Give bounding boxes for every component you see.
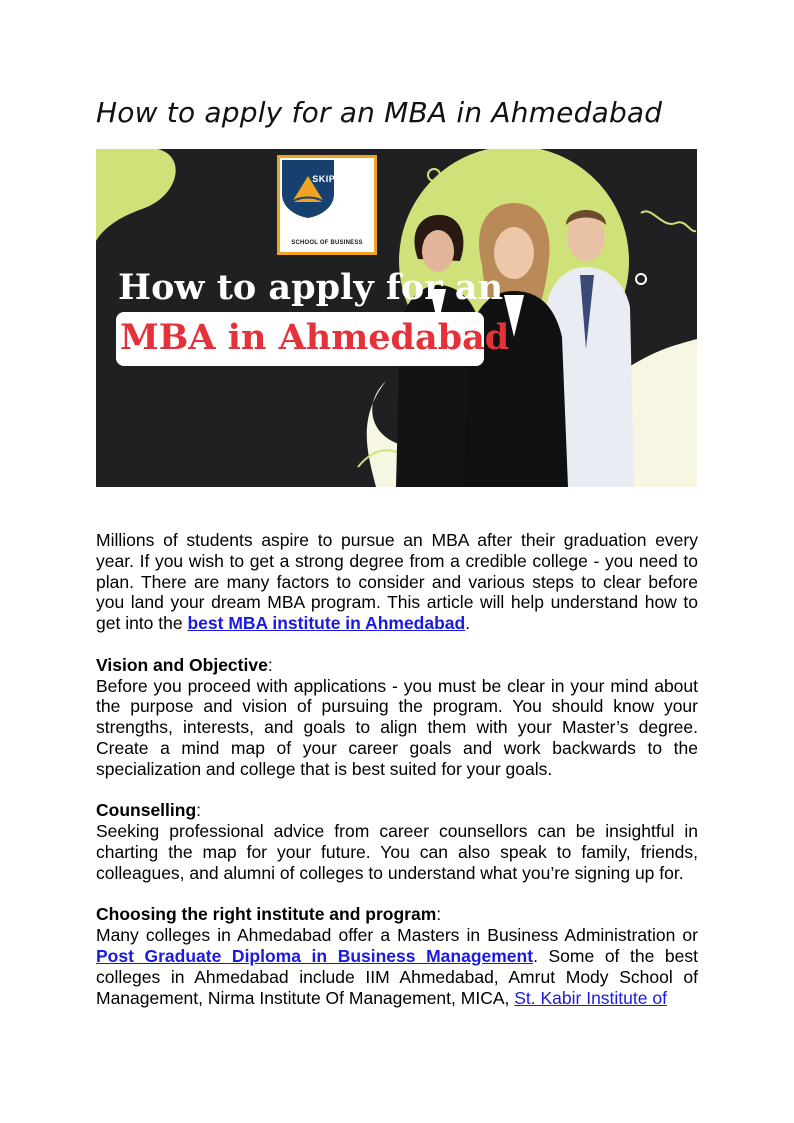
section-choosing: Choosing the right institute and program: Many colleges in Ahmedabad offer a Masters in Business Administration or Post Graduate Diploma in Business Management. Some of the best colleges in Ahmedabad include IIM Ahmedabad, Amrut Mody School of Management, Nirma Institute Of Management, MICA, St. Kabir Institute of	[96, 904, 698, 1008]
page-title: How to apply for an MBA in Ahmedabad	[96, 96, 663, 129]
intro-paragraph	[96, 530, 698, 634]
ring-right	[636, 274, 646, 284]
choosing-text-2: . Some of the best colleges in Ahmedabad include IIM Ahmedabad, Amrut Mody School of Management, Nirma Institute Of Management, MICA,	[96, 945, 698, 1008]
logo-top-text: SKIPS	[312, 174, 342, 184]
section-vision: Vision and Objective: Before you proceed with applications - you must be clear in your mind about the purpose and vision of pursuing the program. You should know your strengths, interests, and goals to align them with your Master’s degree. Create a mind map of your career goals and work backwards to the specialization and college that is best suited for your goals.	[96, 654, 698, 779]
best-mba-institute-link[interactable]: best MBA institute in Ahmedabad	[187, 613, 466, 634]
pgdbm-link[interactable]: Post Graduate Diploma in Business Management	[96, 945, 534, 966]
intro-text: Millions of students aspire to pursue an MBA after their graduation every year. If you wish to get a strong degree from a credible college - you need to plan. There are many factors to consider and various steps to clear before you land your dream MBA program. This article will help understand how to get into the	[96, 530, 698, 634]
section-body: Before you proceed with applications - you must be clear in your mind about the purpose and vision of pursuing the program. You should know your strengths, interests, and goals to align them with your Master’s degree. Create a mind map of your career goals and work backwards to the specialization and college that is best suited for your goals.	[96, 675, 698, 779]
section-heading: Choosing the right institute and program	[96, 904, 437, 925]
choosing-text-1: Many colleges in Ahmedabad offer a Masters in Business Administration or	[96, 925, 698, 946]
logo-bottom-text: SCHOOL OF BUSINESS	[291, 240, 363, 246]
section-heading: Counselling	[96, 800, 197, 821]
intro-after: .	[465, 613, 471, 634]
section-body	[96, 925, 698, 1008]
article-body	[96, 530, 698, 1029]
hero-banner	[96, 149, 697, 487]
school-logo	[277, 155, 377, 255]
green-blob-left	[96, 149, 176, 241]
section-counselling: Counselling: Seeking professional advice from career counsellors can be insightful in charting the map for your future. You can also speak to family, friends, colleagues, and alumni of colleges to understand what you’re signing up for.	[96, 800, 698, 883]
squiggle-right	[641, 211, 696, 231]
shield-icon	[280, 158, 336, 220]
st-kabir-institute-link[interactable]: St. Kabir Institute of	[514, 987, 667, 1008]
section-body: Seeking professional advice from career counsellors can be insightful in charting the map for your future. You can also speak to family, friends, colleagues, and alumni of colleges to understand what you’re signing up for.	[96, 821, 698, 883]
section-heading: Vision and Objective	[96, 654, 268, 675]
banner-headline-2: MBA in Ahmedabad	[120, 317, 510, 358]
banner-headline-1: How to apply for an	[118, 267, 504, 308]
